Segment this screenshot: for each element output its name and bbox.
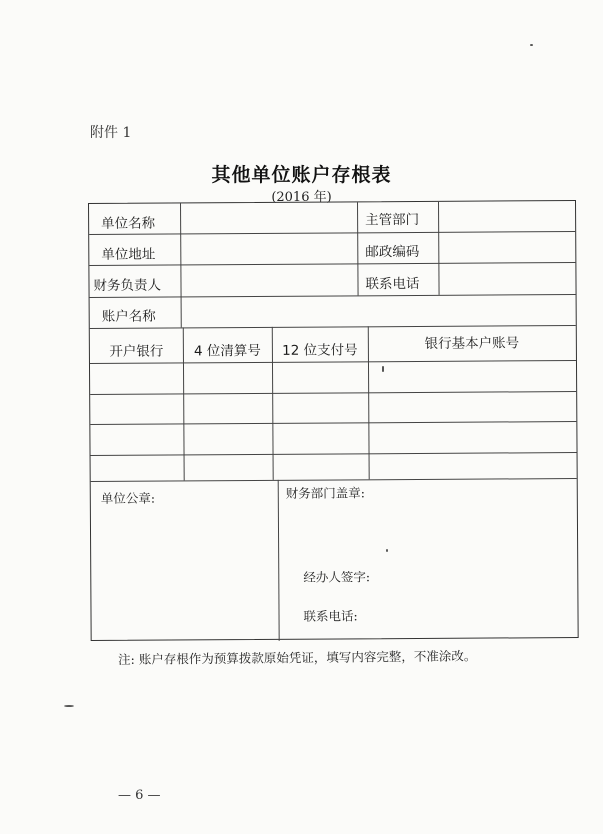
col-divider <box>357 202 359 295</box>
account-stub-form <box>88 200 579 641</box>
col-divider <box>278 480 280 641</box>
footnote: 注: 账户存根作为预算拨款原始凭证，填写内容完整，不准涂改。 <box>118 648 477 667</box>
row-divider <box>89 262 575 266</box>
col-divider <box>438 202 440 295</box>
row-divider <box>91 452 577 456</box>
row-divider <box>90 391 576 395</box>
label-account-name: 账户名称 <box>101 308 156 325</box>
year-subtitle: (2016 年) <box>271 190 332 205</box>
row-divider <box>90 325 576 329</box>
label-contact-phone-bottom: 联系电话: <box>303 608 358 624</box>
label-handler-signature: 经办人签字: <box>303 569 371 585</box>
row-divider <box>90 294 576 298</box>
row-divider <box>89 231 575 235</box>
label-unit-name: 单位名称 <box>101 215 156 232</box>
label-finance-head: 财务负责人 <box>93 277 162 294</box>
col-header-bank: 开户银行 <box>109 343 164 360</box>
col-header-clearing-no: 4 位清算号 <box>193 342 261 360</box>
row-divider <box>90 421 576 425</box>
label-supervisor-dept: 主管部门 <box>365 211 420 229</box>
row-divider <box>90 360 576 364</box>
page-title: 其他单位账户存根表 <box>211 164 392 186</box>
page-number: — 6 — <box>118 788 161 803</box>
scan-speck <box>382 366 384 372</box>
attachment-label: 附件 1 <box>90 125 132 141</box>
row-divider <box>91 478 577 482</box>
col-header-basic-account: 银行基本户账号 <box>424 335 520 352</box>
label-contact-phone: 联系电话 <box>365 275 420 293</box>
label-unit-address: 单位地址 <box>101 246 156 263</box>
scan-speck <box>64 705 74 707</box>
scan-speck <box>530 44 533 46</box>
scan-speck <box>386 549 388 552</box>
label-finance-seal: 财务部门盖章: <box>285 485 366 501</box>
label-unit-seal: 单位公章: <box>100 490 156 506</box>
col-header-payment-no: 12 位支付号 <box>282 342 358 359</box>
label-postal-code: 邮政编码 <box>365 243 420 261</box>
